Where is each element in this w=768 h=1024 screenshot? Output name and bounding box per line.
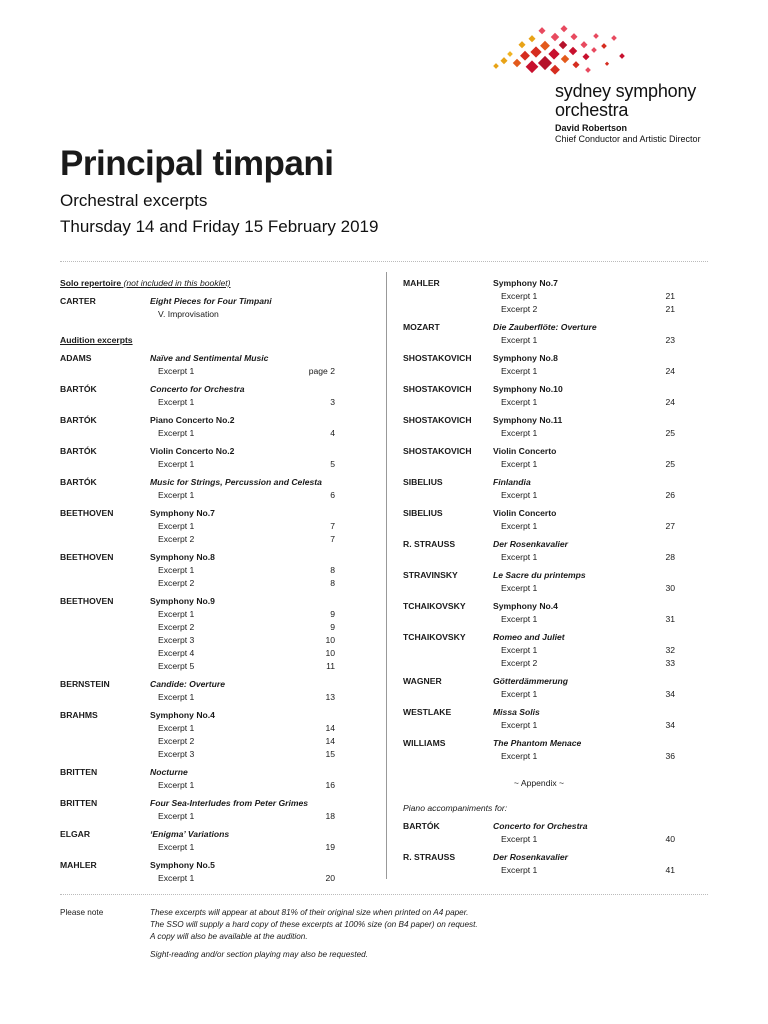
excerpt-label: Excerpt 2 (158, 622, 195, 632)
page-number: 19 (325, 842, 335, 852)
composer: SIBELIUS (403, 477, 443, 487)
excerpt-row (403, 644, 675, 657)
page-number: 16 (325, 780, 335, 790)
page-number: 32 (665, 645, 675, 655)
composer: BARTÓK (60, 446, 97, 456)
page-number: 25 (665, 459, 675, 469)
work-title: Romeo and Juliet (493, 632, 565, 642)
composer: WESTLAKE (403, 707, 452, 717)
composer: BRAHMS (60, 710, 98, 720)
work-title: Naïve and Sentimental Music (150, 353, 269, 363)
excerpt-label: Excerpt 1 (501, 397, 538, 407)
page-number: 24 (665, 397, 675, 407)
page-title: Principal timpani (60, 144, 334, 183)
page-number: 36 (665, 751, 675, 761)
repertoire-entry (403, 321, 675, 347)
excerpt-row (403, 427, 675, 440)
page-number: 10 (325, 635, 335, 645)
composer: TCHAIKOVSKY (403, 601, 466, 611)
page-number: 14 (325, 723, 335, 733)
repertoire-entry (60, 445, 335, 471)
excerpt-row (403, 833, 675, 846)
excerpt-row (60, 621, 335, 634)
excerpt-label: Excerpt 1 (158, 459, 195, 469)
excerpt-label: Excerpt 1 (501, 366, 538, 376)
work-title: Symphony No.7 (493, 278, 558, 288)
repertoire-entry (60, 551, 335, 590)
footer-line: These excerpts will appear at about 81% of their original size when printed on A4 paper. (150, 908, 469, 917)
footer-line: The SSO will supply a hard copy of these excerpts at 100% size (on B4 paper) on request. (150, 920, 478, 929)
work-title: Der Rosenkavalier (493, 539, 568, 549)
page-number: 31 (665, 614, 675, 624)
page-number: 23 (665, 335, 675, 345)
excerpt-row (60, 564, 335, 577)
excerpt-row (60, 458, 335, 471)
excerpt-label: Excerpt 1 (501, 720, 538, 730)
excerpt-label: Excerpt 5 (158, 661, 195, 671)
excerpt-row (403, 396, 675, 409)
excerpt-label: Excerpt 1 (501, 645, 538, 655)
work-title: Symphony No.8 (150, 552, 215, 562)
work-title: Finlandia (493, 477, 531, 487)
composer: ELGAR (60, 829, 91, 839)
work-title: Symphony No.7 (150, 508, 215, 518)
org-name-line2: orchestra (555, 100, 629, 120)
repertoire-entry (60, 859, 335, 885)
work-title: Missa Solis (493, 707, 540, 717)
composer: BRITTEN (60, 798, 98, 808)
excerpt-label: Excerpt 1 (501, 834, 538, 844)
excerpt-row (60, 722, 335, 735)
composer: MAHLER (60, 860, 97, 870)
repertoire-entry (403, 445, 675, 471)
work-title: Four Sea-Interludes from Peter Grimes (150, 798, 309, 808)
work-title: Concerto for Orchestra (150, 384, 245, 394)
excerpt-row (403, 290, 675, 303)
repertoire-entry (60, 828, 335, 854)
page-number: 7 (330, 521, 335, 531)
page-number: 34 (665, 720, 675, 730)
excerpt-row (403, 864, 675, 877)
excerpt-label: Excerpt 1 (501, 335, 538, 345)
page-subtitle: Orchestral excerpts (60, 191, 208, 210)
page-number: 6 (330, 490, 335, 500)
composer: SHOSTAKOVICH (403, 384, 472, 394)
page-number: 7 (330, 534, 335, 544)
excerpt-row (60, 841, 335, 854)
page-number: 25 (665, 428, 675, 438)
excerpt-label: Excerpt 1 (501, 583, 538, 593)
piano-heading: Piano accompaniments for: (403, 803, 508, 813)
page-number: 21 (665, 304, 675, 314)
excerpt-label: Excerpt 1 (158, 780, 195, 790)
top-divider (60, 261, 708, 262)
excerpt-label: Excerpt 3 (158, 749, 195, 759)
excerpt-row (60, 634, 335, 647)
page-number: 5 (330, 459, 335, 469)
repertoire-entry (403, 851, 675, 877)
piano-list (403, 820, 675, 877)
page-number: 40 (665, 834, 675, 844)
excerpt-row (403, 520, 675, 533)
excerpt-row (403, 458, 675, 471)
work-title: Symphony No.10 (493, 384, 563, 394)
repertoire-entry (403, 476, 675, 502)
repertoire-entry (403, 737, 675, 763)
page-number: 15 (325, 749, 335, 759)
org-name (555, 82, 696, 120)
excerpt-row (60, 489, 335, 502)
composer: BARTÓK (60, 415, 97, 425)
work-title: Le Sacre du printemps (493, 570, 586, 580)
composer: MAHLER (403, 278, 440, 288)
excerpt-label: Excerpt 1 (158, 609, 195, 619)
excerpt-label: Excerpt 3 (158, 635, 195, 645)
solo-heading: Solo repertoire (not included in this booklet) (60, 278, 231, 288)
page-number: 14 (325, 736, 335, 746)
excerpt-row (60, 533, 335, 546)
audition-list-continued (403, 277, 675, 763)
excerpt-label: Excerpt 1 (158, 873, 195, 883)
column-divider (386, 272, 387, 879)
page-number: 11 (326, 661, 335, 671)
composer: BARTÓK (60, 384, 97, 394)
repertoire-entry (403, 507, 675, 533)
excerpt-label: Excerpt 1 (501, 490, 538, 500)
excerpt-row (60, 735, 335, 748)
repertoire-entry (60, 709, 335, 761)
repertoire-entry (403, 538, 675, 564)
page-number: 20 (325, 873, 335, 883)
page-number: 28 (665, 552, 675, 562)
work-title: Symphony No.9 (150, 596, 215, 606)
page-number: 26 (665, 490, 675, 500)
repertoire-entry (403, 631, 675, 670)
work-title: Der Rosenkavalier (493, 852, 568, 862)
repertoire-entry (60, 352, 335, 378)
repertoire-entry (403, 277, 675, 316)
repertoire-entry (60, 383, 335, 409)
work-title: Symphony No.5 (150, 860, 215, 870)
excerpt-row (60, 872, 335, 885)
excerpt-row (403, 551, 675, 564)
repertoire-entry (60, 766, 335, 792)
work-title: Götterdämmerung (493, 676, 568, 686)
excerpt-label: Excerpt 1 (501, 689, 538, 699)
composer: R. STRAUSS (403, 539, 456, 549)
page-number: 13 (325, 692, 335, 702)
excerpt-row (60, 427, 335, 440)
work-title: ‘Enigma’ Variations (150, 829, 230, 839)
repertoire-entry (60, 678, 335, 704)
repertoire-entry (403, 383, 675, 409)
excerpt-label: Excerpt 1 (501, 291, 538, 301)
excerpt-row (403, 750, 675, 763)
excerpt-label: Excerpt 1 (501, 459, 538, 469)
repertoire-entry (60, 507, 335, 546)
excerpt-label: Excerpt 1 (158, 842, 195, 852)
excerpt-row (60, 660, 335, 673)
excerpt-label: Excerpt 1 (158, 397, 195, 407)
repertoire-entry (60, 797, 335, 823)
excerpt-label: Excerpt 1 (501, 552, 538, 562)
excerpt-label: Excerpt 2 (501, 304, 538, 314)
page-number: 4 (330, 428, 335, 438)
excerpt-row (403, 303, 675, 316)
page-number: 9 (330, 609, 335, 619)
work-title: Symphony No.4 (493, 601, 558, 611)
repertoire-entry (403, 569, 675, 595)
excerpt-label: Excerpt 1 (158, 692, 195, 702)
audition-heading: Audition excerpts (60, 335, 133, 345)
footer-label: Please note (60, 908, 104, 917)
composer: WILLIAMS (403, 738, 446, 748)
org-name-line1: sydney symphony (555, 81, 697, 101)
footer-extra: Sight-reading and/or section playing may also be requested. (150, 950, 369, 959)
page-number: 8 (330, 565, 335, 575)
composer: BARTÓK (403, 821, 440, 831)
repertoire-entry (60, 595, 335, 673)
composer: R. STRAUSS (403, 852, 456, 862)
page-number: 27 (665, 521, 675, 531)
footer-line: A copy will also be available at the audition. (150, 932, 308, 941)
page-number: 21 (665, 291, 675, 301)
page-number: 8 (330, 578, 335, 588)
work-title: Violin Concerto (493, 508, 557, 518)
excerpt-label: Excerpt 2 (501, 658, 538, 668)
page-number: 41 (665, 865, 675, 875)
composer: STRAVINSKY (403, 570, 458, 580)
work-title: Violin Concerto No.2 (150, 446, 235, 456)
work-title: Die Zauberflöte: Overture (493, 322, 597, 332)
excerpt-label: Excerpt 1 (501, 614, 538, 624)
bottom-divider (60, 894, 708, 895)
composer: WAGNER (403, 676, 442, 686)
excerpt-row (403, 334, 675, 347)
repertoire-entry (60, 414, 335, 440)
excerpt-row (403, 719, 675, 732)
event-date: Thursday 14 and Friday 15 February 2019 (60, 217, 379, 236)
excerpt-label: Excerpt 1 (158, 565, 195, 575)
composer: SHOSTAKOVICH (403, 446, 472, 456)
sso-logo (488, 22, 728, 152)
excerpt-label: Excerpt 1 (158, 366, 195, 376)
excerpt-label: Excerpt 2 (158, 736, 195, 746)
page-number: 18 (325, 811, 335, 821)
excerpt-row (403, 365, 675, 378)
excerpt-label: Excerpt 4 (158, 648, 195, 658)
movement: V. Improvisation (158, 309, 219, 319)
work-title: The Phantom Menace (493, 738, 582, 748)
composer: BEETHOVEN (60, 508, 114, 518)
excerpt-row (403, 657, 675, 670)
repertoire-entry (403, 675, 675, 701)
composer: BERNSTEIN (60, 679, 110, 689)
audition-list (60, 352, 335, 885)
repertoire-entry (403, 820, 675, 846)
repertoire-entry (60, 476, 335, 502)
composer: TCHAIKOVSKY (403, 632, 466, 642)
composer: BRITTEN (60, 767, 98, 777)
page-number: 30 (665, 583, 675, 593)
repertoire-entry (403, 352, 675, 378)
excerpt-label: Excerpt 1 (501, 751, 538, 761)
excerpt-label: Excerpt 1 (501, 428, 538, 438)
excerpt-row (60, 396, 335, 409)
excerpt-row (60, 520, 335, 533)
excerpt-label: Excerpt 1 (501, 865, 538, 875)
work-title: Symphony No.8 (493, 353, 558, 363)
excerpt-row (60, 365, 335, 378)
excerpt-label: Excerpt 1 (501, 521, 538, 531)
composer: SHOSTAKOVICH (403, 415, 472, 425)
work-title: Nocturne (150, 767, 188, 777)
repertoire-entry (403, 600, 675, 626)
work-title: Piano Concerto No.2 (150, 415, 235, 425)
composer: ADAMS (60, 353, 92, 363)
excerpt-label: Excerpt 2 (158, 578, 195, 588)
appendix-label: ~ Appendix ~ (513, 778, 565, 788)
composer: BEETHOVEN (60, 596, 114, 606)
work-title: Symphony No.11 (493, 415, 563, 425)
excerpt-row (60, 608, 335, 621)
excerpt-label: Excerpt 1 (158, 811, 195, 821)
excerpt-row (403, 688, 675, 701)
composer: MOZART (403, 322, 440, 332)
excerpt-row (403, 489, 675, 502)
excerpt-label: Excerpt 1 (158, 723, 195, 733)
excerpt-row (60, 748, 335, 761)
excerpt-label: Excerpt 1 (158, 428, 195, 438)
excerpt-label: Excerpt 2 (158, 534, 195, 544)
excerpt-row (403, 613, 675, 626)
excerpt-row (60, 779, 335, 792)
page-number: 10 (325, 648, 335, 658)
page-number: 9 (330, 622, 335, 632)
composer: SHOSTAKOVICH (403, 353, 472, 363)
director-title: Chief Conductor and Artistic Director (555, 134, 701, 144)
page-number: 33 (665, 658, 675, 668)
excerpt-row (60, 577, 335, 590)
work-title: Concerto for Orchestra (493, 821, 588, 831)
right-column (403, 277, 675, 882)
page-number: 3 (330, 397, 335, 407)
repertoire-entry (403, 706, 675, 732)
work-title: Eight Pieces for Four Timpani (150, 296, 272, 306)
work-title: Symphony No.4 (150, 710, 215, 720)
composer: CARTER (60, 296, 96, 306)
excerpt-row (60, 647, 335, 660)
director-name: David Robertson (555, 123, 628, 133)
work-title: Candide: Overture (150, 679, 225, 689)
excerpt-row (60, 691, 335, 704)
page-number: 34 (665, 689, 675, 699)
solo-entry (60, 295, 335, 321)
excerpt-label: Excerpt 1 (158, 521, 195, 531)
excerpt-row (60, 810, 335, 823)
composer: SIBELIUS (403, 508, 443, 518)
page-number: page 2 (308, 366, 335, 376)
left-column (60, 277, 335, 890)
excerpt-row (403, 582, 675, 595)
composer: BEETHOVEN (60, 552, 114, 562)
work-title: Music for Strings, Percussion and Celesta (150, 477, 322, 487)
page-number: 24 (665, 366, 675, 376)
repertoire-entry (403, 414, 675, 440)
work-title: Violin Concerto (493, 446, 557, 456)
excerpt-label: Excerpt 1 (158, 490, 195, 500)
composer: BARTÓK (60, 477, 97, 487)
solo-note: (not included in this booklet) (121, 278, 231, 288)
